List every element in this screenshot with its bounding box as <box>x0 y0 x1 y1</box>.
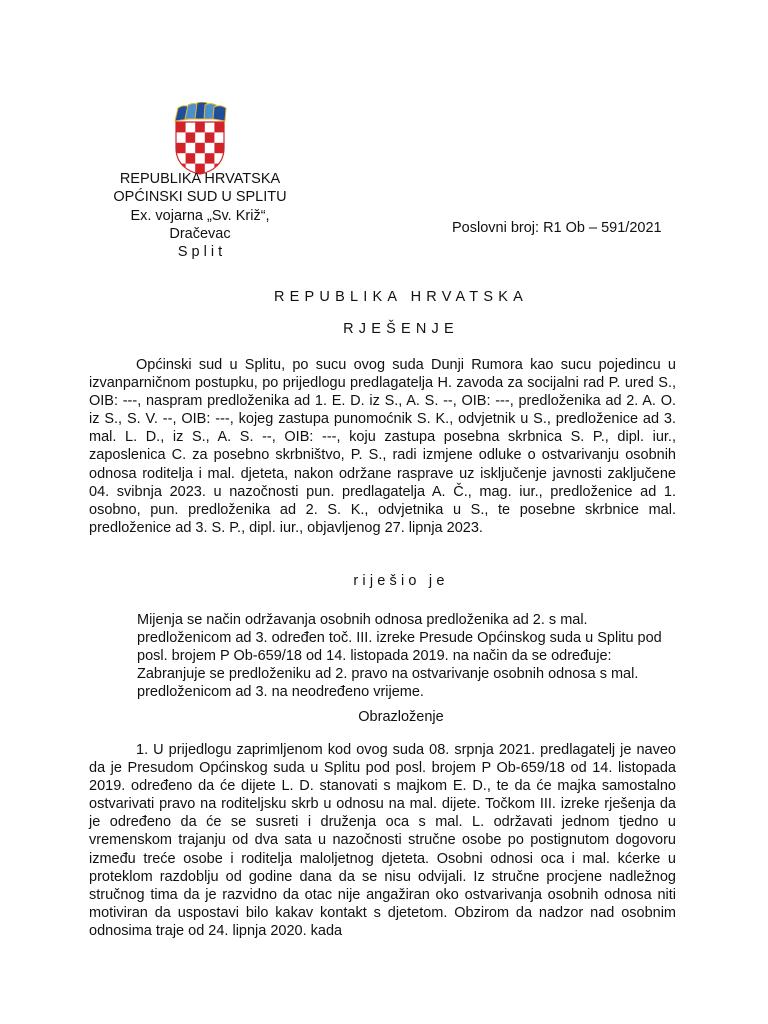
decision-heading: RJEŠENJE <box>343 321 459 337</box>
court-city-line: S p l i t <box>177 244 223 261</box>
court-address-block <box>88 170 312 261</box>
court-name-line: OPĆINSKI SUD U SPLITU <box>113 189 287 206</box>
dispositive-paragraph: Mijenja se način održavanja osobnih odnosa predloženika ad 2. s mal. predloženicom ad 3. određen toč. III. izreke Presude Općinskog suda u Splitu pod posl. brojem P Ob-659/18 od 14. listopada 2019. na način da se određuje: Zabranjuje se predloženiku ad 2. pravo na ostvarivanje osobnih odnosa s mal. predloženicom ad 3. na neodređeno vrijeme. <box>137 612 662 701</box>
croatian-coat-of-arms-icon <box>170 102 230 176</box>
ruled-heading: riješio je <box>353 573 449 589</box>
court-district-line: Dračevac <box>169 225 231 242</box>
reasoning-paragraph: 1. U prijedlogu zaprimljenom kod ovog suda 08. srpnja 2021. predlagatelj je naveo da je Presudom Općinskog suda u Splitu pod posl. brojem P Ob-659/18 od 14. listopada 2019. određeno da će dijete L. D. stanovati s majkom E. D., te da će majka samostalno ostvarivati pravo na roditeljsku skrb u odnosu na mal. dijete. Točkom III. izreke rješenja da je određeno da će se susreti i druženja oca s mal. L. održavati jednom tjedno u vremenskom trajanju od dva sata u nazočnosti stručne osobe po postignutom dogovoru između treće osobe i roditelja maloljetnog djeteta. Osobni odnosi oca i mal. kćerke u proteklom razdoblju od godine dana da se nisu odvijali. Iz stručne procjene nadležnog stručnog tima da je razvidno da otac nije angažiran oko ostvarivanja osobnih odnosa niti motiviran da uspostavi bilo kakav kontakt s djetetom. Obzirom da nadzor nad osobnim odnosima traje od 24. lipnja 2020. kada <box>89 742 676 939</box>
court-address-line: Ex. vojarna „Sv. Križ“, <box>130 207 270 224</box>
intro-paragraph: Općinski sud u Splitu, po sucu ovog suda Dunji Rumora kao sucu pojedincu u izvanparničnom postupku, po prijedlogu predlagatelja H. zavoda za socijalni rad P. ured S., OIB: ---, naspram predloženika ad 1. E. D. iz S., A. S. --, OIB: ---, predloženika ad 2. A. O. iz S., S. V. --, OIB: ---, kojeg zastupa punomoćnik S. K., odvjetnik u S., predloženice ad 3. mal. L. D., iz S., A. S. --, OIB: ---, koju zastupa posebna skrbnica S. P., dipl. iur., zaposlenica C. za posebno skrbništvo, P. S., radi izmjene odluke o ostvarivanju osobnih odnosa roditelja i mal. djeteta, nakon održane rasprave uz isključenje javnosti zaključene 04. svibnja 2023. u nazočnosti pun. predlagatelja A. Č., mag. iur., predloženice ad 1. osobno, pun. predloženika ad 2. S. K., odvjetnika u S., te posebne skrbnice mal. predloženice ad 3. S. P., dipl. iur., objavljenog 27. lipnja 2023. <box>89 357 676 536</box>
reasoning-heading: Obrazloženje <box>358 709 444 725</box>
case-number: Poslovni broj: R1 Ob – 591/2021 <box>452 220 662 236</box>
court-country-line: REPUBLIKA HRVATSKA <box>119 171 281 187</box>
republic-heading: REPUBLIKA HRVATSKA <box>274 289 528 305</box>
